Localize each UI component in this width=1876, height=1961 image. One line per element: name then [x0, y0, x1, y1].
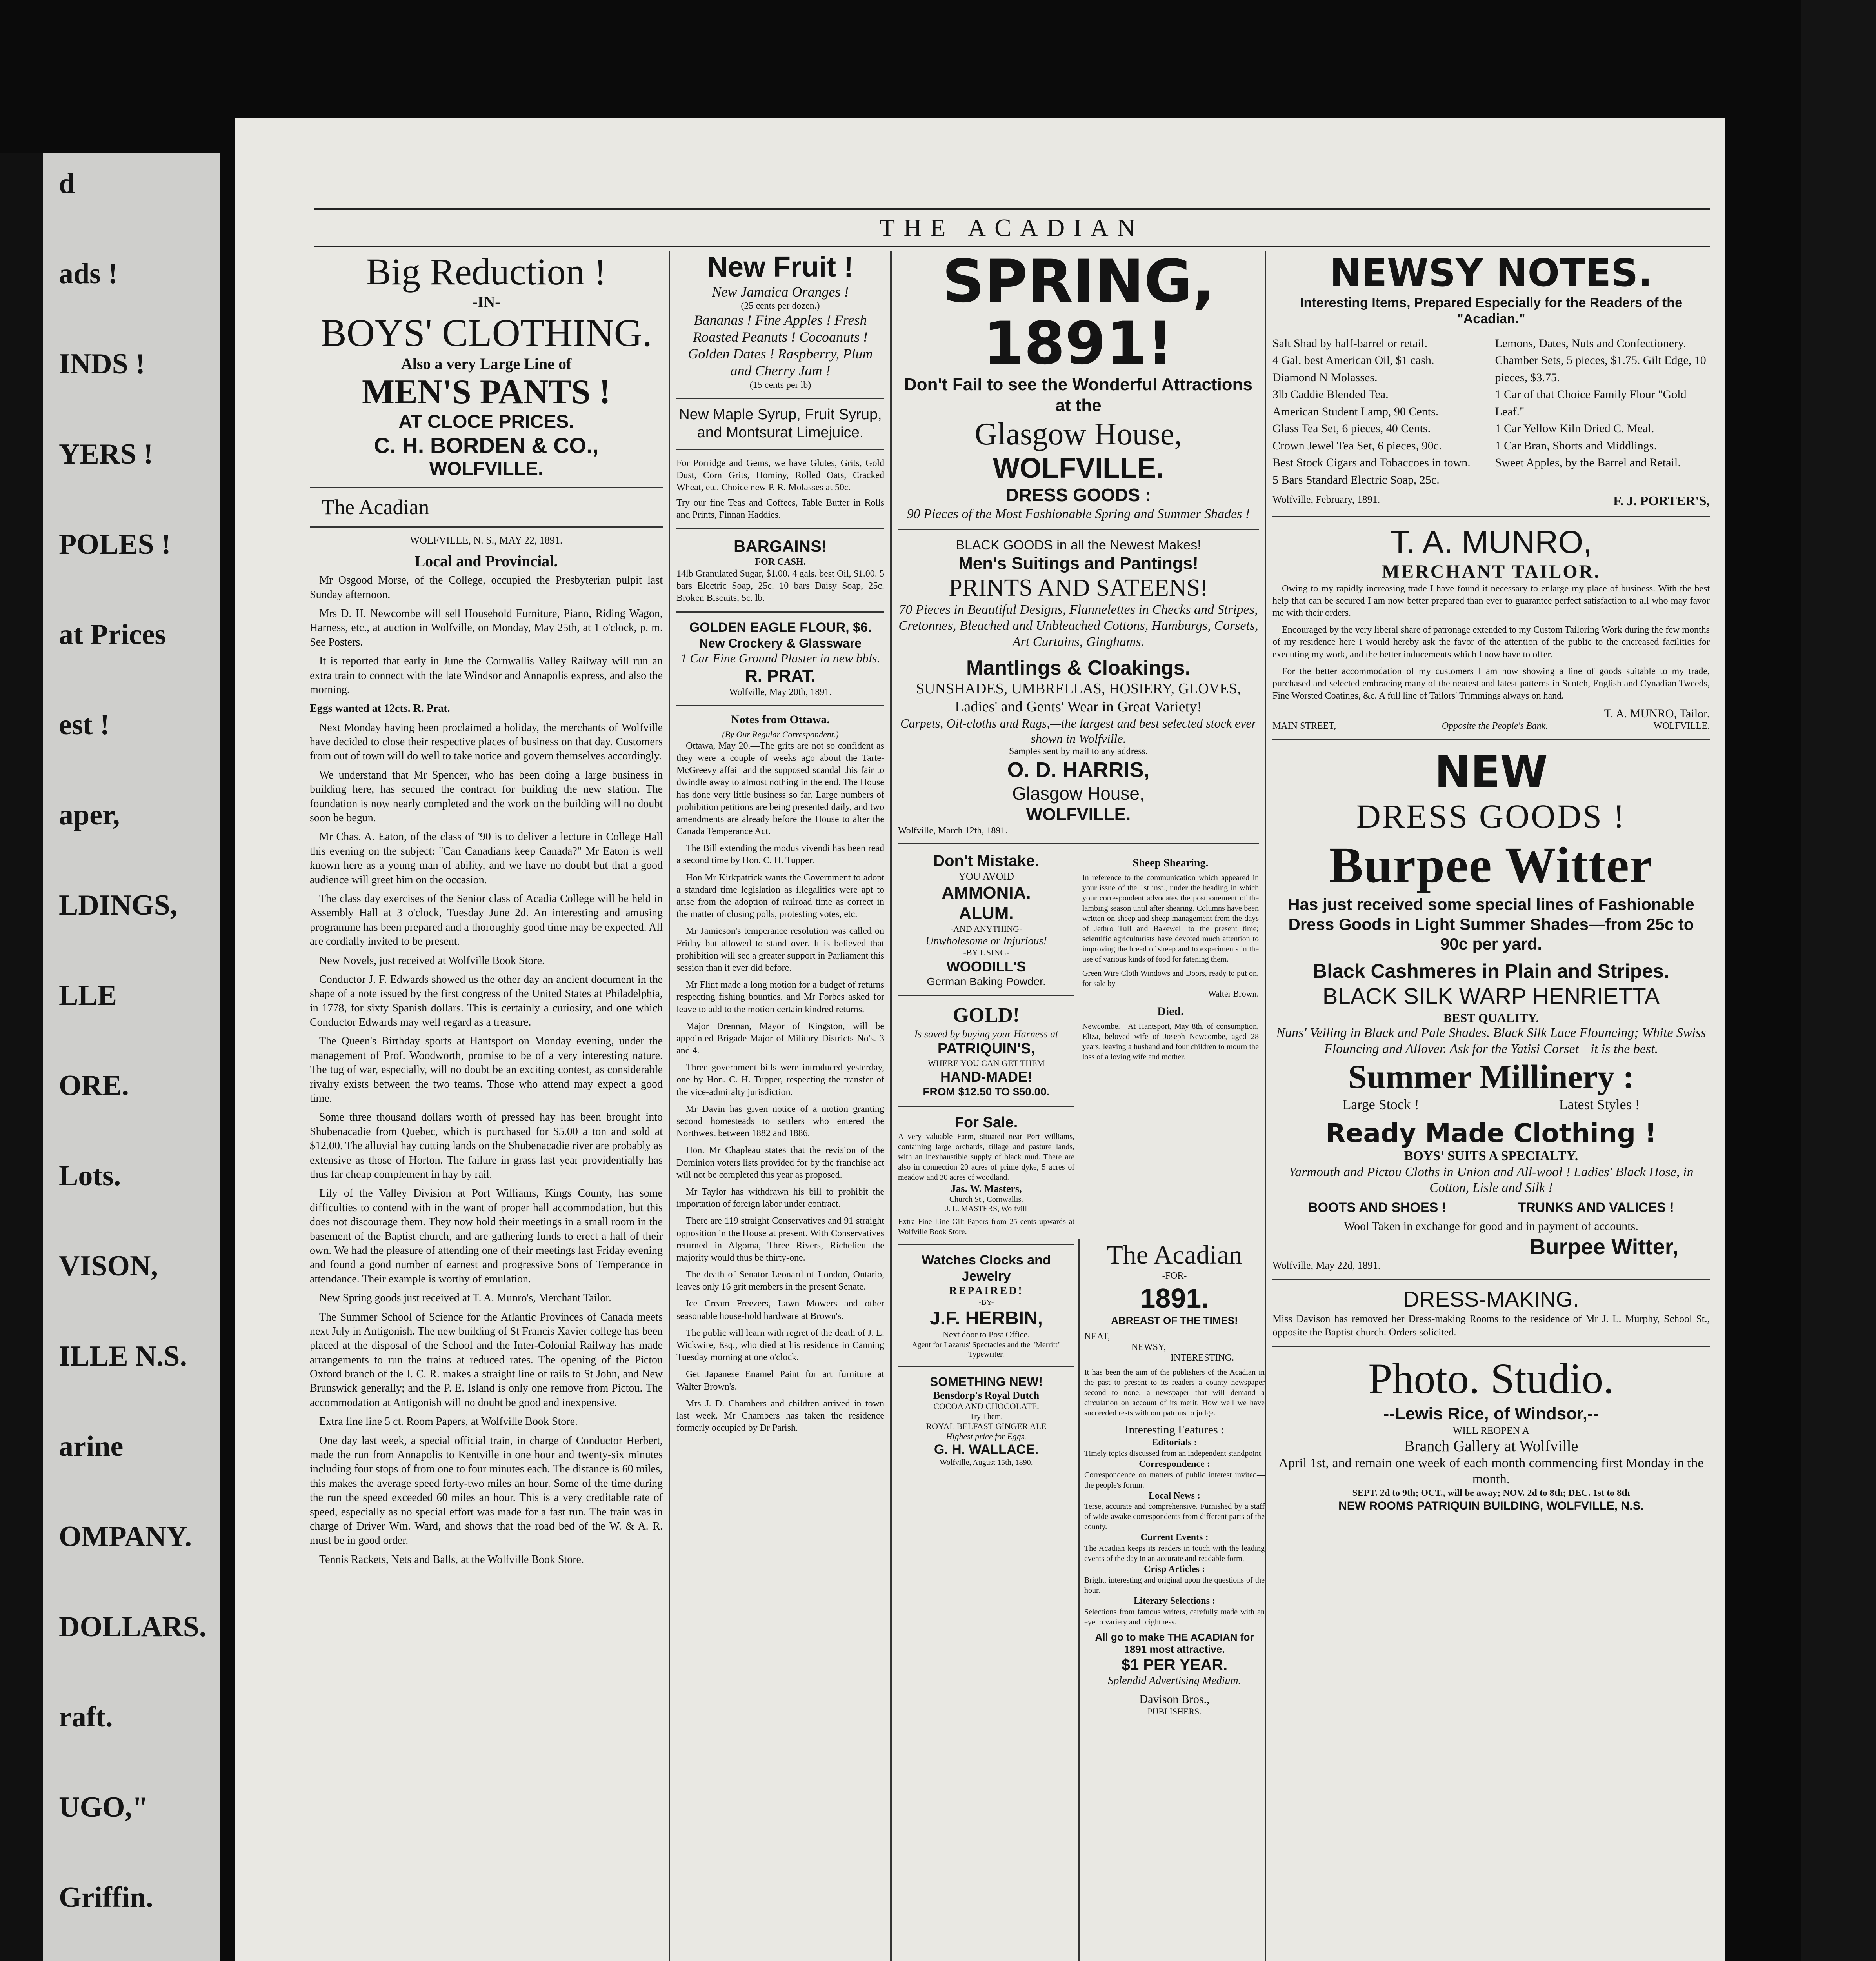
ad-line: Highest price for Eggs. [946, 1431, 1027, 1441]
paragraph: Encouraged by the very liberal share of patronage extended to my Custom Tailoring Work during the few months of my residence here I would hereby ask the favor of the attention of the public to the encreased facilities for executing my work, and the better inducements which I now have to offer. [1272, 625, 1710, 660]
column-rule [669, 251, 670, 1961]
ad-signature: Jas. W. Masters, [951, 1183, 1022, 1195]
ad-firm: PATRIQUIN'S, [937, 1040, 1035, 1057]
items-left [1272, 335, 1487, 489]
list-item: Diamond N Molasses. [1272, 371, 1378, 384]
ad-line: BOYS' SUITS A SPECIALTY. [1404, 1148, 1578, 1163]
list-item: Lemons, Dates, Nuts and Confectionery. [1495, 337, 1686, 350]
ad-subline: AT CLOCE PRICES. [398, 411, 574, 433]
ad-line: (25 cents per dozen.) [741, 300, 820, 311]
ad-line: Try Them. [969, 1412, 1003, 1421]
adjacent-page-fragment: POLES ! [59, 528, 171, 560]
paragraph: The Bill extending the modus vivendi has been read a second time by Hon. C. H. Tupper. [676, 843, 884, 866]
paragraph: Extra fine line 5 ct. Room Papers, at Wolfville Book Store. [319, 1415, 578, 1428]
paragraph: Ice Cream Freezers, Lawn Mowers and other seasonable house-hold hardware at Brown's. [676, 1299, 884, 1321]
promo-title: The Acadian [1107, 1240, 1242, 1270]
ad-line: WILL REOPEN A [1452, 1425, 1530, 1437]
ad-signature: Church St., Cornwallis. [949, 1195, 1023, 1204]
binding-shadow [0, 153, 43, 1961]
ad-line: YOU AVOID [958, 871, 1014, 882]
ad-subline: Interesting Items, Prepared Especially for the Readers of the "Acadian." [1300, 295, 1682, 326]
promo-text: Correspondence on matters of public interest invited—the people's forum. [1084, 1470, 1265, 1490]
ad-headline: Ready Made Clothing ! [1325, 1118, 1657, 1148]
ad-subhead: DRESS GOODS : [1005, 485, 1151, 506]
promo-text: Terse, accurate and comprehensive. Furnished by a staff of wide-awake correspondents from different parts of the county. [1084, 1502, 1265, 1532]
article-body: Newcombe.—At Hantsport, May 8th, of consumption, Eliza, beloved wife of Joseph Newcombe, aged 28 years, leaving a husband and four children to mourn the loss of a loving wife and mother. [1082, 1022, 1259, 1061]
ad-firm: Glasgow House, [1012, 783, 1145, 804]
ad-firm: F. J. PORTER'S, [1613, 494, 1710, 509]
ad-line: Opposite the People's Bank. [1442, 721, 1548, 731]
adjacent-page-fragment: at Prices [59, 618, 166, 651]
promo-text: Selections from famous writers, carefully made with an eye to variety and brightness. [1084, 1607, 1265, 1626]
promo-line: Splendid Advertising Medium. [1108, 1675, 1241, 1687]
ad-text: A very valuable Farm, situated near Port Williams, containing large orchards, tillage and pasture lands, with an inexhaustible supply of black mud. There are also in connection 20 acres of prime dyke, 5 acres of meadow and 30 acres of woodland. [898, 1132, 1074, 1182]
promo-subhead: Interesting Features : [1125, 1423, 1224, 1436]
paragraph: The Summer School of Science for the Atlantic Provinces of Canada meets next July in Antigonish. The new building of St Francis Xavier college has been placed at the disposal of the School and the Inter-Colonial Railway has made arrangements to run the trains at reduced rates. The opening of the Pictou Oxford branch of the I. C. R. makes a straight line of rails to St John, and New Brunswick generally; and the P. E. Island is only one remove from Pictou. The accommodation at Antigonish will no doubt be good and inexpensive. [310, 1311, 663, 1409]
section-heading: Died. [1157, 1004, 1184, 1018]
ad-headline: GOLD! [953, 1004, 1020, 1027]
ad-line: SUNSHADES, UMBRELLAS, HOSIERY, GLOVES, [916, 680, 1241, 697]
promo-subhead: Crisp Articles : [1144, 1564, 1205, 1575]
ad-line: Don't Fail to see the Wonderful Attractions at the [904, 375, 1253, 415]
acadian-promo [1078, 1239, 1265, 1961]
adjacent-page-fragment: ads ! [59, 258, 118, 290]
ad-text: 14lb Granulated Sugar, $1.00. 4 gals. best Oil, $1.00. 5 bars Electric Soap, 25c. 10 bars Daisy Soap, 25c. Broken Biscuits, 5c. lb. [676, 568, 884, 604]
column-2 [676, 251, 884, 1961]
list-item: American Student Lamp, 90 Cents. [1272, 405, 1439, 418]
list-item: 1 Car Yellow Kiln Dried C. Meal. [1495, 422, 1654, 435]
list-item: Best Stock Cigars and Tobaccoes in town. [1272, 456, 1471, 469]
promo-subhead: Local News : [1149, 1490, 1200, 1501]
article-body: In reference to the communication which appeared in your issue of the 1st inst., under the heading in which your correspondent advocates the postponement of the lambing season until after shearing. Columns have been written on sheep and sheep management from the days of Jethro Tull and Bakewell to the present time; scientific agriculturists have devoted much attention to improving the breed of sheep and to experiments in the use of various kinds of food for fatening them. [1082, 873, 1259, 964]
promo-publisher: PUBLISHERS. [1147, 1706, 1202, 1716]
ad-firm: C. H. BORDEN & CO., [374, 433, 599, 458]
ad-text: For Porridge and Gems, we have Glutes, Grits, Gold Dust, Corn Grits, Hominy, Rolled Oats, Cracked Wheat, etc. Choice new P. R. Molasses at 50c. [676, 458, 884, 493]
ad-date: Wolfville, May 22d, 1891. [1272, 1260, 1381, 1272]
article-body [676, 740, 884, 1435]
ad-line: ROYAL BELFAST GINGER ALE [926, 1421, 1047, 1431]
ad-line: Carpets, Oil-cloths and Rugs,—the largest and best selected stock ever shown in Wolfville. [900, 716, 1256, 746]
promo-text: It has been the aim of the publishers of the Acadian in the past to present to its readers a county newspaper second to none, a newspaper that will demand a circulation on account of its merit. How well we have succeeded rests with our patrons to judge. [1084, 1368, 1265, 1417]
column-1 [310, 251, 663, 1961]
ad-line: -BY USING- [963, 948, 1009, 958]
paragraph: Mr Jamieson's temperance resolution was called on Friday but allowed to stand over. It is believed that prohibition will see a greater support in Parliament this session than it ever did before. [676, 926, 884, 973]
ad-firm: O. D. HARRIS, [1007, 758, 1150, 782]
ad-headline: Watches Clocks and Jewelry [922, 1253, 1051, 1284]
ad-headline: For Sale. [954, 1114, 1018, 1131]
adjacent-page-fragment: Lots. [59, 1160, 121, 1192]
munro-footer [1272, 721, 1710, 731]
paragraph: New Spring goods just received at T. A. Munro's, Merchant Tailor. [319, 1292, 611, 1304]
ad-text: Try our fine Teas and Coffees, Table Butter in Rolls and Prints, Finnan Haddies. [676, 498, 884, 520]
ad-line: Ladies' and Gents' Wear in Great Variety! [955, 698, 1202, 715]
adjacent-page-fragment: YERS ! [59, 438, 153, 470]
paragraph: For the better accommodation of my customers I am now showing a line of goods suitable to my trade, purchased and selected embracing many of the neatest and latest patterns in Scotch, English and Cynadian Tweeds, Fine Worsted Coatings, &c. A full line of Tailors' Trimmings always on hand. [1272, 666, 1710, 701]
ad-line: WOODILL'S [946, 958, 1026, 975]
paragraph: Mrs J. D. Chambers and children arrived in town last week. Mr Chambers has taken the residence formerly occupied by Dr Parish. [676, 1398, 884, 1433]
newspaper-page [235, 118, 1725, 1961]
ad-line: Men's Suitings and Pantings! [958, 554, 1198, 573]
ad-headline: MEN'S PANTS ! [362, 373, 611, 411]
ad-line: Branch Gallery at Wolfville [1404, 1437, 1578, 1455]
section-heading: Local and Provincial. [414, 552, 558, 570]
ad-signature: Walter Brown. [1208, 989, 1259, 999]
column-4 [1272, 251, 1710, 1961]
column-rule [890, 251, 892, 1961]
ad-headline: SPRING, 1891! [942, 251, 1215, 378]
paragraph: Get Japanese Enamel Paint for art furniture at Walter Brown's. [676, 1369, 884, 1392]
promo-publisher: Davison Bros., [1139, 1692, 1210, 1706]
divider [898, 995, 1074, 996]
divider [676, 528, 884, 529]
paragraph: Owing to my rapidly increasing trade I have found it necessary to enlarge my place of business. With the best help that can be secured I am now better prepared than ever to guarantee perfect satisfaction to all who may favor me with their orders. [1272, 583, 1710, 618]
paragraph: The death of Senator Leonard of London, Ontario, leaves only 16 grit members in the present Senate. [676, 1270, 884, 1292]
ad-town: WOLFVILLE. [1026, 804, 1131, 824]
ad-text: Green Wire Cloth Windows and Doors, ready to put on, for sale by [1082, 969, 1259, 988]
ad-line: Bananas ! Fine Apples ! Fresh Roasted Peanuts ! Cocoanuts ! Golden Dates ! Raspberry, Plum and Cherry Jam ! [688, 312, 873, 379]
ad-signature: T. A. MUNRO, Tailor. [1604, 707, 1710, 720]
paragraph: There are 119 straight Conservatives and 91 straight opposition in the House at present. With Conservatives returned in Algoma, Three Rivers, Richelieu the majority would thus be thirty-one. [676, 1216, 884, 1263]
ad-text [1272, 583, 1710, 702]
ad-line: New Maple Syrup, Fruit Syrup, and Montsurat Limejuice. [679, 406, 882, 441]
promo-line: NEAT, [1084, 1331, 1110, 1342]
ad-line: April 1st, and remain one week of each month commencing first Monday in the month. [1278, 1456, 1704, 1487]
promo-subhead: Correspondence : [1139, 1459, 1210, 1469]
paragraph [310, 702, 663, 716]
ad-firm: J.F. HERBIN, [929, 1308, 1043, 1329]
paragraph: Mr Chas. A. Eaton, of the class of '90 is to deliver a lecture in College Hall this evening on the subject: "Can Canadians keep Canada?" Mr Eaton is well known here as a young man of ability, and we have no doubt but that a good audience will greet him on the occasion. [310, 831, 663, 886]
ad-line: NEW ROOMS PATRIQUIN BUILDING, WOLFVILLE, N.S. [1338, 1499, 1644, 1512]
list-item: 3lb Caddie Blended Tea. [1272, 388, 1389, 401]
ad-line: Wool Taken in exchange for good and in payment of accounts. [1344, 1220, 1638, 1233]
paragraph: Tennis Rackets, Nets and Balls, at the Wolfville Book Store. [319, 1553, 584, 1566]
paragraph: Three government bills were introduced yesterday, one by Hon. C. H. Tupper, respecting the transfer of the vice-admiralty jurisdiction. [676, 1062, 884, 1097]
ad-line: 90 Pieces of the Most Fashionable Spring and Summer Shades ! [907, 506, 1250, 521]
ad-headline: Don't Mistake. [933, 852, 1039, 870]
ad-line: ALUM. [959, 904, 1014, 923]
ad-signature: J. L. MASTERS, Wolfvill [945, 1204, 1027, 1213]
paragraph: The public will learn with regret of the death of J. L. Wickwire, Esq., who died at his residence in Canning Tuesday morning at one o'clock. [676, 1328, 884, 1363]
paragraph: Mr Taylor has withdrawn his bill to prohibit the importation of foreign labor under contract. [676, 1186, 884, 1210]
paragraph: It is reported that early in June the Cornwallis Valley Railway will run an extra train to connect with the late Windsor and Annapolis express, and also the morning. [310, 655, 663, 696]
divider [1272, 739, 1710, 740]
boots-line [1272, 1200, 1710, 1215]
ad-line: BOOTS AND SHOES ! [1308, 1200, 1447, 1215]
notice-text: Eggs wanted at 12cts. [310, 702, 411, 715]
adjacent-page-fragment: DOLLARS. [59, 1611, 207, 1643]
paragraph: New Novels, just received at Wolfville Book Store. [319, 954, 545, 967]
promo-year: 1891. [1140, 1282, 1209, 1313]
paragraph: Hon. Mr Chapleau states that the revision of the Dominion voters lists provided for by the franchise act will not be completed this year as proposed. [676, 1145, 884, 1180]
masthead: THE ACADIAN [314, 208, 1710, 247]
ad-firm: T. A. MUNRO, [1390, 524, 1592, 560]
ad-line: SEPT. 2d to 9th; OCT., will be away; NOV. 2d to 8th; DEC. 1st to 8th [1352, 1488, 1630, 1498]
lower-left [898, 851, 1074, 1467]
ad-line: Samples sent by mail to any address. [1009, 746, 1148, 757]
adjacent-page-fragment: est ! [59, 709, 110, 741]
list-item: Glass Tea Set, 6 pieces, 40 Cents. [1272, 422, 1431, 435]
paragraph: Conductor J. F. Edwards showed us the other day an ancient document in the shape of a note issued by the first congress of the United States at Philadelphia, in 1778, for sixty Spanish dollars. This is certainly a curiosity, and one which Conductor Edwards may well regard as a treasure. [310, 973, 663, 1029]
ad-line: Bensdorp's Royal Dutch [933, 1390, 1040, 1401]
list-item: 4 Gal. best American Oil, $1 cash. [1272, 354, 1434, 367]
paragraph: The class day exercises of the Senior class of Acadia College will be held in Assembly Hall at 3 o'clock, Tuesday June 2d. An interesting and amusing programme has been prepared and a thoroughly good time may be expected. All are cordially invited to be present. [310, 892, 663, 948]
ad-headline: BOYS' CLOTHING. [320, 311, 652, 355]
ad-line: BLACK GOODS in all the Newest Makes! [956, 538, 1201, 553]
ad-headline: NEWSY NOTES. [1330, 251, 1652, 295]
ad-line: Mantlings & Cloakings. [966, 656, 1191, 679]
adjacent-page-fragment: INDS ! [59, 348, 145, 380]
adjacent-page-fragment: Griffin. [59, 1881, 153, 1914]
adjacent-page-fragment: OMPANY. [59, 1521, 192, 1553]
ad-date: Wolfville, May 20th, 1891. [729, 687, 832, 697]
divider [1272, 1346, 1710, 1347]
ad-line: German Baking Powder. [927, 975, 1046, 988]
items-columns [1272, 335, 1710, 489]
promo-line: ABREAST OF THE TIMES! [1111, 1314, 1238, 1326]
ad-line: New Jamaica Oranges ! [712, 284, 849, 300]
ad-line: HAND-MADE! [940, 1068, 1032, 1085]
divider [898, 1366, 1074, 1367]
ad-headline: Photo. Studio. [1368, 1355, 1614, 1403]
list-item: 5 Bars Standard Electric Soap, 25c. [1272, 473, 1440, 486]
adjacent-page-fragment: ORE. [59, 1070, 129, 1102]
ad-line: COCOA AND CHOCOLATE. [933, 1401, 1039, 1412]
ad-line: -AND ANYTHING- [950, 924, 1022, 934]
store-town: WOLFVILLE. [993, 452, 1164, 484]
ad-line: New Crockery & Glassware [699, 636, 862, 650]
adjacent-page-fragment: LDINGS, [59, 889, 178, 921]
ad-line: WHERE YOU CAN GET THEM [928, 1058, 1045, 1068]
ad-headline: NEW [1434, 747, 1548, 797]
promo-subhead: Literary Selections : [1134, 1595, 1215, 1606]
ad-firm: Burpee Witter, [1529, 1234, 1678, 1259]
promo-text: Bright, interesting and original upon the questions of the hour. [1084, 1575, 1265, 1595]
ad-line: Agent for Lazarus' Spectacles and the "Merritt" Typewriter. [912, 1340, 1061, 1359]
ad-line: WOLFVILLE. [1653, 721, 1710, 731]
promo-line: INTERESTING. [1171, 1352, 1234, 1363]
paragraph: Mrs D. H. Newcombe will sell Household Furniture, Piano, Riding Wagon, Harness, etc., at auction in Wolfville, on Monday, May 25th, at 1 o'clock, p. m. See Posters. [310, 607, 663, 648]
list-item: 1 Car of that Choice Family Flour "Gold Leaf." [1495, 388, 1687, 418]
ad-headline: New Fruit ! [707, 251, 853, 283]
ad-line: Unwholesome or Injurious! [925, 935, 1047, 947]
ad-line: BEST QUALITY. [1443, 1010, 1539, 1025]
ad-line: Next door to Post Office. [943, 1330, 1030, 1340]
divider [676, 398, 884, 399]
ad-text: Miss Davison has removed her Dress-making Rooms to the residence of Mr J. L. Murphy, School St., opposite the Baptist church. Orders solicited. [1272, 1313, 1710, 1338]
list-item: Salt Shad by half-barrel or retail. [1272, 337, 1427, 350]
promo-line: -FOR- [1162, 1271, 1187, 1281]
promo-subhead: Current Events : [1140, 1532, 1209, 1543]
divider [1272, 516, 1710, 517]
ad-text: Nuns' Veiling in Black and Pale Shades. Black Silk Lace Flouncing; White Swiss Flouncing and Allover. Ask for the Yatisi Corset—it is the best. [1276, 1026, 1706, 1057]
promo-text: The Acadian keeps its readers in touch with the leading events of the day in an accurate and readable form. [1084, 1544, 1265, 1563]
ad-line: 70 Pieces in Beautiful Designs, Flannelettes in Checks and Stripes, Cretonnes, Bleached and Unbleached Cottons, Hamburgs, Corsets, Art Curtains, Ginghams. [898, 602, 1258, 649]
ad-line: GOLDEN EAGLE FLOUR, $6. [689, 620, 872, 635]
ad-line: REPAIRED! [949, 1285, 1023, 1297]
items-right [1495, 335, 1710, 489]
divider [898, 529, 1259, 530]
promo-subhead: Editorials : [1152, 1437, 1197, 1448]
ad-line: MAIN STREET, [1272, 721, 1336, 731]
ad-line: Is saved by buying your Harness at [914, 1028, 1058, 1040]
ad-line: FROM $12.50 TO $50.00. [923, 1086, 1050, 1098]
ad-headline: DRESS-MAKING. [1403, 1287, 1579, 1312]
ad-text: Extra Fine Line Gilt Papers from 25 cents upwards at Wolfville Book Store. [898, 1217, 1074, 1237]
ad-line: TRUNKS AND VALICES ! [1518, 1200, 1674, 1215]
paragraph: Some three thousand dollars worth of pressed hay has been brought into Shubenacadie from Quebec, which is purchased for $5.00 a ton and sold at $12.00. The alluvial hay cutting lands on the Shubenacadie river are probably as extensive as those of Horton. The failure in grass last year providentially has thus far cheap complement in hay by rail. [310, 1111, 663, 1181]
ad-text: Has just received some special lines of Fashionable Dress Goods in Light Summer Shades—from 25c to 90c per yard. [1288, 895, 1694, 953]
paragraph: Lily of the Valley Division at Port Williams, Kings County, has some difficulties to contend with in the want of proper hall accommodation, but this does not discourage them. They now hold their meetings in a small room in the basement of the Baptist church, and are gathering funds to erect a hall of their own. We had the pleasure of attending one of their meetings last Friday evening and found a good number of earnest and progressive Sons of Temperance in attendance. Their example is worthy of emulation. [310, 1187, 663, 1285]
section-heading: Sheep Shearing. [1133, 857, 1209, 870]
adjacent-page-fragment: ILLE N.S. [59, 1340, 187, 1372]
divider [310, 487, 663, 488]
ad-line: BLACK SILK WARP HENRIETTA [1322, 984, 1660, 1010]
divider [898, 1244, 1074, 1245]
adjacent-page-fragment: LLE [59, 979, 117, 1011]
adjacent-page-fragment: raft. [59, 1701, 113, 1733]
paragraph: Mr Osgood Morse, of the College, occupied the Presbyterian pulpit last Sunday afternoon. [310, 574, 663, 601]
paragraph: We understand that Mr Spencer, who has been doing a large business in building here, has secured the contract for building the new station. The foundation is now nearly completed and the work on the building will no doubt soon be begun. [310, 769, 663, 824]
divider [310, 526, 663, 528]
section-subheading: (By Our Regular Correspondent.) [722, 729, 839, 740]
list-item: 1 Car Bran, Shorts and Middlings. [1495, 439, 1657, 452]
promo-line: NEWSY, [1131, 1342, 1166, 1352]
paper-title: The Acadian [322, 495, 429, 519]
ad-line: (15 cents per lb) [749, 380, 811, 390]
article-body [310, 573, 663, 1567]
divider [898, 843, 1259, 844]
adjacent-page-fragment: UGO," [59, 1791, 149, 1823]
divider [676, 611, 884, 613]
right-dark-edge [1801, 0, 1876, 1961]
list-item: Crown Jewel Tea Set, 6 pieces, 90c. [1272, 439, 1442, 452]
paragraph: Mr Davin has given notice of a motion granting second homesteads to settlers who entered the Northwest between 1882 and 1886. [676, 1104, 884, 1139]
store-name: Glasgow House, [974, 417, 1182, 451]
ad-firm: G. H. WALLACE. [934, 1442, 1039, 1457]
paragraph: The Queen's Birthday sports at Hantsport on Monday evening, under the management of Prof. Woodworth, promise to be of a very interesting nature. The tug of war, especially, will no doubt be an exciting contest, as considerable rivalry exists between the two teams. Those who attend may expect a good time. [310, 1035, 663, 1105]
ad-text: Yarmouth and Pictou Cloths in Union and All-wool ! Ladies' Black Hose, in Cotton, Lisle and Silk ! [1289, 1164, 1694, 1195]
list-item: Chamber Sets, 5 pieces, $1.75. Gilt Edge, 10 pieces, $3.75. [1495, 354, 1706, 384]
column-rule [1265, 251, 1266, 1961]
promo-line: All go to make THE ACADIAN for 1891 most attractive. [1095, 1631, 1254, 1655]
section-heading: Notes from Ottawa. [731, 713, 830, 726]
paragraph: Next Monday having been proclaimed a holiday, the merchants of Wolfville have decided to close their respective places of business on that day. Customers from out of town will do well to take notice and govern themselves accordingly. [310, 721, 663, 762]
ad-headline: Big Reduction ! [366, 251, 607, 293]
ad-date: Wolfville, February, 1891. [1272, 494, 1380, 506]
adjacent-page-fragment: arine [59, 1430, 124, 1463]
ad-firm: R. PRAT. [745, 666, 816, 686]
ad-subline: MERCHANT TAILOR. [1382, 561, 1601, 582]
divider [1272, 1279, 1710, 1280]
ad-line: -BY- [978, 1298, 994, 1307]
paragraph: One day last week, a special official train, in charge of Conductor Herbert, made the run from Annapolis to Kentville in one hour and twenty-six minutes including four stops of from one to four minutes each. The distance is 60 miles, this makes the average speed forty-two miles an hour. Some of the time during the run the speed exceeded 60 miles an hour. This is a very creditable rate of speed, especially as no special effort was made for a fast run. The train was in charge of Driver Wm. Ward, and shows that the road bed of the W. & A. R. must be in good order. [310, 1434, 663, 1547]
ad-headline: Summer Millinery : [1348, 1057, 1634, 1095]
adjacent-page-edge [0, 153, 220, 1961]
ad-line: AMMONIA. [942, 883, 1031, 902]
promo-price: $1 PER YEAR. [1121, 1656, 1228, 1674]
dateline: WOLFVILLE, N. S., MAY 22, 1891. [410, 535, 563, 546]
ad-line: PRINTS AND SATEENS! [949, 574, 1208, 601]
ad-headline: SOMETHING NEW! [930, 1374, 1043, 1389]
millinery-line [1272, 1096, 1710, 1113]
paragraph: Ottawa, May 20.—The grits are not so confident as they were a couple of weeks ago about the Tarte-McGreevy affair and the supposed scandal this fair to dwindle away to almost nothing in the end. The House has done very little business so far. Large numbers of prohibition petitions are being presented daily, and two amendments are already before the House to alter the Canada Temperance Act. [676, 740, 884, 837]
divider [676, 705, 884, 706]
adjacent-page-fragment: d [59, 167, 75, 200]
ad-subline: Also a very Large Line of [401, 355, 572, 373]
porter-footer [1272, 494, 1710, 509]
ad-line: Latest Styles ! [1559, 1096, 1640, 1112]
divider [898, 1106, 1074, 1107]
ad-date: Wolfville, March 12th, 1891. [898, 825, 1008, 836]
paragraph: Hon Mr Kirkpatrick wants the Government to adopt a standard time legislation as illegalities were apt to arise from the adoption of railroad time as correct in the matter of closing polls, protesting votes, etc. [676, 872, 884, 920]
ad-line: 1 Car Fine Ground Plaster in new bbls. [680, 651, 880, 666]
adjacent-page-fragment: VISON, [59, 1250, 158, 1282]
ad-date: Wolfville, August 15th, 1890. [940, 1458, 1033, 1467]
adjacent-page-fragment: aper, [59, 799, 120, 831]
ad-firm: Burpee Witter [1329, 837, 1653, 894]
notice-signature: R. Prat. [413, 702, 450, 715]
list-item: Sweet Apples, by the Barrel and Retail. [1495, 456, 1681, 469]
ad-line: Black Cashmeres in Plain and Stripes. [1313, 960, 1669, 982]
paragraph: Mr Flint made a long motion for a budget of returns respecting fishing bounties, and Mr Forbes asked for leave to add to the motion certain kindred returns. [676, 980, 884, 1015]
ad-town: WOLFVILLE. [429, 458, 544, 479]
ad-firm: --Lewis Rice, of Windsor,-- [1383, 1404, 1599, 1424]
ad-subline: FOR CASH. [755, 557, 806, 567]
ad-line: Large Stock ! [1342, 1096, 1419, 1112]
ad-in: -IN- [472, 293, 500, 311]
promo-text: Timely topics discussed from an independent standpoint. [1084, 1449, 1263, 1458]
divider [676, 449, 884, 450]
ad-headline: DRESS GOODS ! [1356, 797, 1626, 835]
paragraph: Major Drennan, Mayor of Kingston, will be appointed Brigade-Major of Military Districts No's. 3 and 4. [676, 1021, 884, 1056]
ad-headline: BARGAINS! [734, 537, 827, 556]
